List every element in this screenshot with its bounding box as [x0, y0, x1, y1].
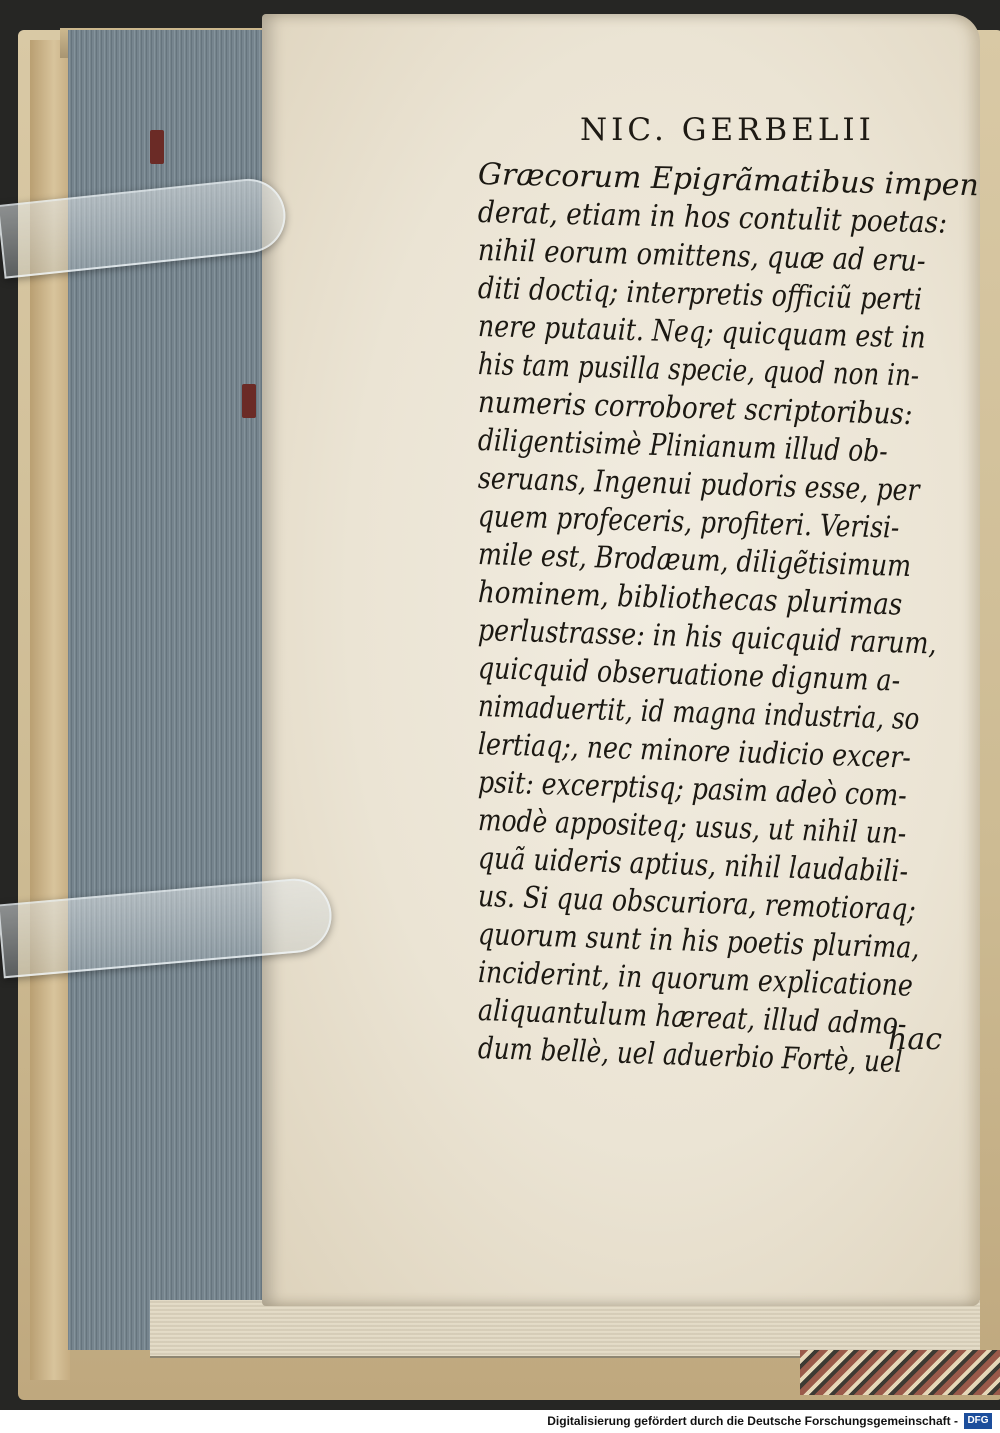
text-line: Græcorum Epigrãmatibus impen [477, 157, 980, 204]
catchword: hac [888, 1022, 943, 1057]
text-line: psit: excerptisq; pasim adeò com- [477, 765, 908, 814]
text-line: modè appositeq; usus, ut nihil un- [477, 803, 907, 852]
text-line: nere putauit. Neq; quicquam est in [477, 309, 927, 356]
bookmark-tab [242, 384, 256, 418]
running-head: NIC. GERBELII [580, 112, 875, 148]
text-line: numeris corroboret scriptoribus: [477, 385, 914, 433]
bookmark-tab [150, 130, 164, 164]
text-line: nimaduertit, id magna industria, so [477, 689, 920, 738]
headband [800, 1350, 1000, 1395]
footer-credit: Digitalisierung gefördert durch die Deutsche Forschungsgemeinschaft - [547, 1414, 958, 1428]
text-line: perlustrasse: in his quicquid rarum, [477, 613, 938, 662]
text-line: his tam pusilla specie, quod non in- [477, 347, 920, 394]
text-line: quem profeceris, profiteri. Verisi- [477, 499, 900, 546]
text-line: inciderint, in quorum explicatione [477, 955, 914, 1004]
text-line: seruans, Ingenui pudoris esse, per [477, 461, 920, 509]
footer-bar [0, 1410, 1000, 1433]
text-line: quicquid obseruatione dignum a- [477, 651, 901, 699]
text-line: hominem, bibliothecas plurimas [477, 575, 903, 623]
text-line: us. Si qua obscuriora, remotioraq; [477, 879, 917, 928]
text-line: nihil eorum omittens, quæ ad eru- [477, 233, 927, 279]
text-line: mile est, Brodæum, diligẽtisimum [477, 537, 912, 585]
text-line: derat, etiam in hos contulit poetas: [477, 195, 948, 241]
text-line: quorum sunt in his poetis plurima, [477, 917, 920, 966]
text-line: quã uideris aptius, nihil laudabili- [477, 841, 909, 890]
text-line: dum bellè, uel aduerbio Fortè, uel [477, 1031, 903, 1081]
text-line: diligentisimè Plinianum illud ob- [477, 423, 889, 470]
text-line: aliquantulum hæreat, illud admo- [477, 993, 908, 1043]
text-line: diti doctiq; interpretis officiũ perti [477, 271, 923, 318]
text-line: lertiaq;, nec minore iudicio excer- [477, 727, 912, 776]
dfg-logo: DFG [964, 1413, 992, 1429]
